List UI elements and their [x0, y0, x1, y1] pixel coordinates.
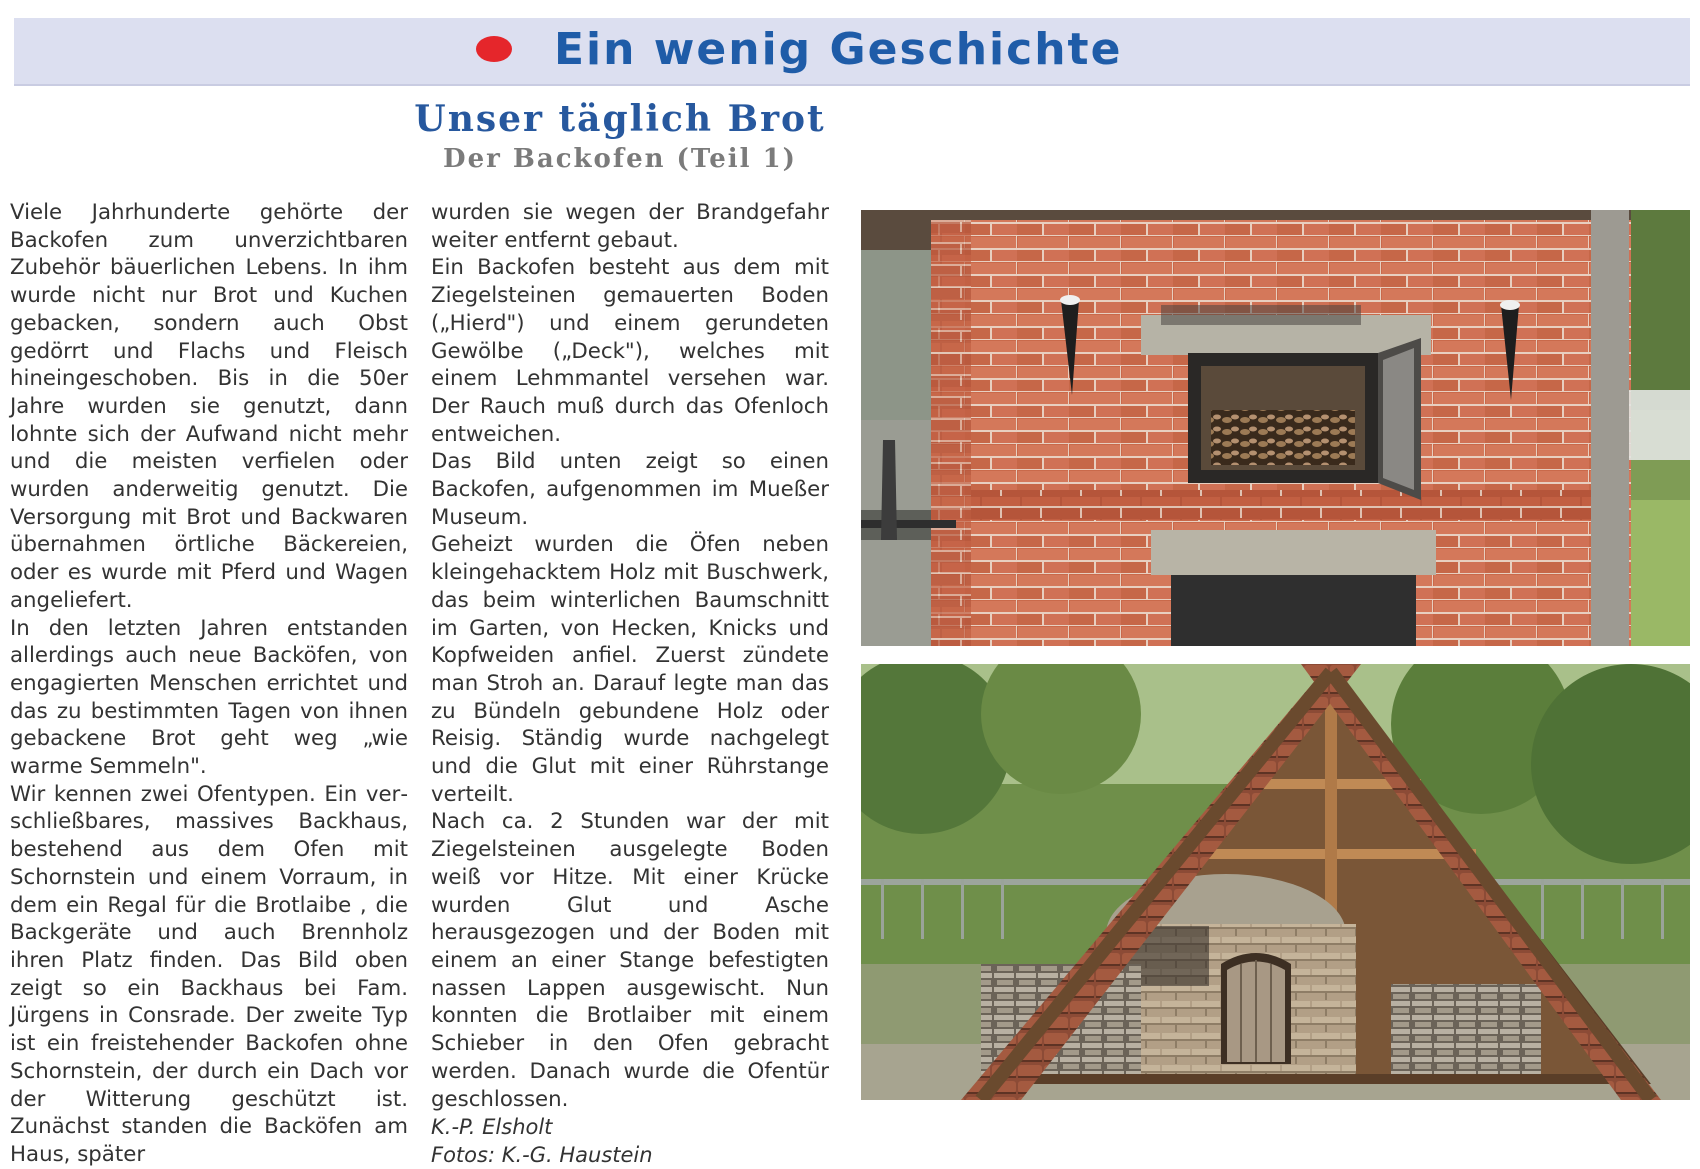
article-headline: Unser täglich Brot [414, 98, 826, 140]
paragraph: Nach ca. 2 Stunden war der mit Ziegelsteinen ausgelegte Boden weiß vor Hitze. Mit einer Krücke wurden Glut und Asche herausgezogen und der Boden mit einem an einer Stange befestigten nassen Lappen ausgewischt. Nun konnten die Brotlaiber mit einem Schieber in den Ofen gebracht werden. Danach wurde die Ofentür geschlossen. [431, 809, 829, 1112]
brick-bakehouse-photo [861, 210, 1690, 646]
red-dot-icon [476, 36, 512, 62]
paragraph: wurden sie wegen der Brandgefahr weiter entfernt gebaut. [431, 200, 829, 253]
paragraph: Geheizt wurden die Öfen neben kleingehacktem Holz mit Buschwerk, das beim winterlichen Baumschnitt im Garten, von Hecken, Knicks und Kopfweiden anfiel. Zuerst zündete man Stroh an. Darauf legte man das zu Bündeln gebundene Holz oder Reisig. Ständig wurde nachgelegt und die Glut mit einer Rührstange verteilt. [431, 532, 829, 807]
section-title: Ein wenig Geschichte [554, 24, 1123, 75]
paragraph: Ein Backofen besteht aus dem mit Ziegelsteinen gemauerten Boden („Hierd") und einem gerundeten Gewölbe („Deck"), welches mit einem Lehmmantel versehen war. Der Rauch muß durch das Ofenloch entweichen. [431, 255, 829, 447]
section-header-band [14, 18, 1690, 86]
photo-credit: Fotos: K.-G. Haustein [431, 1143, 653, 1168]
article-column-left [10, 199, 408, 1169]
paragraph: In den letzten Jahren entstanden allerdings auch neue Backöfen, von engagierten Menschen errichtet und das zu bestimmten Tagen von ihnen gebackene Brot geht weg „wie warme Semmeln". [10, 615, 408, 780]
freestanding-oven-photo [861, 664, 1690, 1100]
article-column-middle [431, 199, 829, 1169]
article-subheadline: Der Backofen (Teil 1) [443, 144, 797, 174]
paragraph: Viele Jahrhunderte gehörte der Backofen zum unverzichtbaren Zubehör bäuerlichen Lebens. In ihm wurde nicht nur Brot und Kuchen gebacken, sondern auch Obst gedörrt und Flachs und Fleisch hineingeschoben. Bis in die 50er Jahre wurden sie genutzt, dann lohnte sich der Aufwand nicht mehr und die meisten verfielen oder wurden anderweitig genutzt. Die Versorgung mit Brot und Backwaren übernahmen örtliche Bäckereien, oder es wurde mit Pferd und Wagen angeliefert. [10, 200, 408, 613]
author-credit: K.-P. Elsholt [431, 1115, 553, 1140]
paragraph: Wir kennen zwei Ofentypen. Ein verschließbares, massives Backhaus, bestehend aus dem Ofen mit Schornstein und einem Vorraum, in dem ein Regal für die Brotlaibe , die Backgeräte und auch Brennholz ihren Platz finden. Das Bild oben zeigt so ein Backhaus bei Fam. Jürgens in Consrade. Der zweite Typ ist ein freistehender Backofen ohne Schornstein, der durch ein Dach vor der Witterung geschützt ist. Zunächst standen die Backöfen am Haus, später [10, 781, 408, 1167]
paragraph: Das Bild unten zeigt so einen Backofen, aufgenommen im Mueßer Museum. [431, 449, 829, 530]
